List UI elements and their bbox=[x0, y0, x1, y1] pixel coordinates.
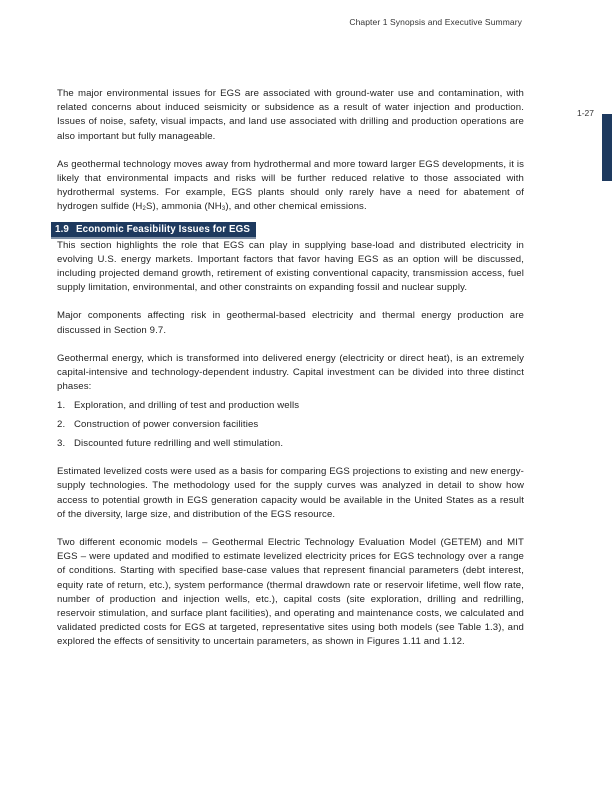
page-number: 1-27 bbox=[577, 108, 595, 118]
paragraph-economic-models: Two different economic models – Geothermal Electric Technology Evaluation Model (GETEM) and MIT EGS – were updated and modified to estimate levelized electricity prices for EGS technology over a range of conditions. Starting with specified base-case values that represent financial parameters (debt interest, equity rate of return, etc.), system performance (thermal drawdown rate or reservoir lifetime, well flow rate, number of production and injection wells, etc.), capital costs (site exploration, drilling and redrilling, reservoir stimulation, and surface plant facilities), and operating and maintenance costs, we calculated and validated predicted costs for EGS at targeted, representative sites using both models (see Table 1.3), and explored the effects of sensitivity to uncertain parameters, as shown in Figures 1.11 and 1.12. bbox=[57, 537, 524, 648]
paragraph-environmental-issues: The major environmental issues for EGS are associated with ground-water use and contamination, with related concerns about induced seismicity or subsidence as a result of water injection and production. Issues of noise, safety, visual impacts, and land use associated with drilling and production operations are also important but fully manageable. bbox=[57, 88, 524, 142]
list-item: 1. Exploration, and drilling of test and production wells bbox=[57, 400, 300, 412]
chapter-edge-tab bbox=[602, 114, 612, 181]
list-item: 3. Discounted future redrilling and well stimulation. bbox=[57, 438, 284, 450]
paragraph-risk-components: Major components affecting risk in geothermal-based electricity and thermal energy production are discussed in Section 9.7. bbox=[57, 310, 524, 336]
section-heading bbox=[51, 222, 256, 239]
page-body bbox=[57, 87, 524, 650]
paragraph-section-intro: This section highlights the role that EGS can play in supplying base-load and distributed electricity in evolving U.S. energy markets. Important factors that favor having EGS as an option will be discussed, including projected demand growth, retirement of existing conventional capacity, transmission access, fuel supply limitation, environmental, and other constraints on expanding fossil and nuclear supply. bbox=[57, 239, 524, 294]
section-title: Economic Feasibility Issues for EGS bbox=[75, 223, 251, 235]
paragraph-geothermal-technology: As geothermal technology moves away from hydrothermal and more toward larger EGS developments, it is likely that environmental impacts and risks will be further reduced relative to those associated with hydrothermal systems. For example, EGS plants should only rarely have a need for abatement of hydrogen sulfide $(H_2S)$, ammonia $(NH_3)$, and other chemical emissions. bbox=[57, 158, 524, 213]
paragraph-levelized-costs: Estimated levelized costs were used as a basis for comparing EGS projections to existing and new energy-supply technologies. The methodology used for the supply curves was analyzed in detail to show how access to potential growth in EGS generation capacity would be available in the United States as a result of the diversity, large size, and distribution of the EGS resource. bbox=[57, 466, 524, 520]
phases-list bbox=[57, 399, 524, 451]
list-item: 2. Construction of power conversion facilities bbox=[57, 419, 259, 431]
section-number: 1.9 bbox=[55, 223, 69, 235]
paragraph-capital-investment: Geothermal energy, which is transformed into delivered energy (electricity or direct heat), is an extremely capital-intensive and technology-dependent industry. Capital investment can be divided into three distinct phases: bbox=[57, 352, 524, 393]
running-head: Chapter 1 Synopsis and Executive Summary bbox=[349, 17, 522, 27]
